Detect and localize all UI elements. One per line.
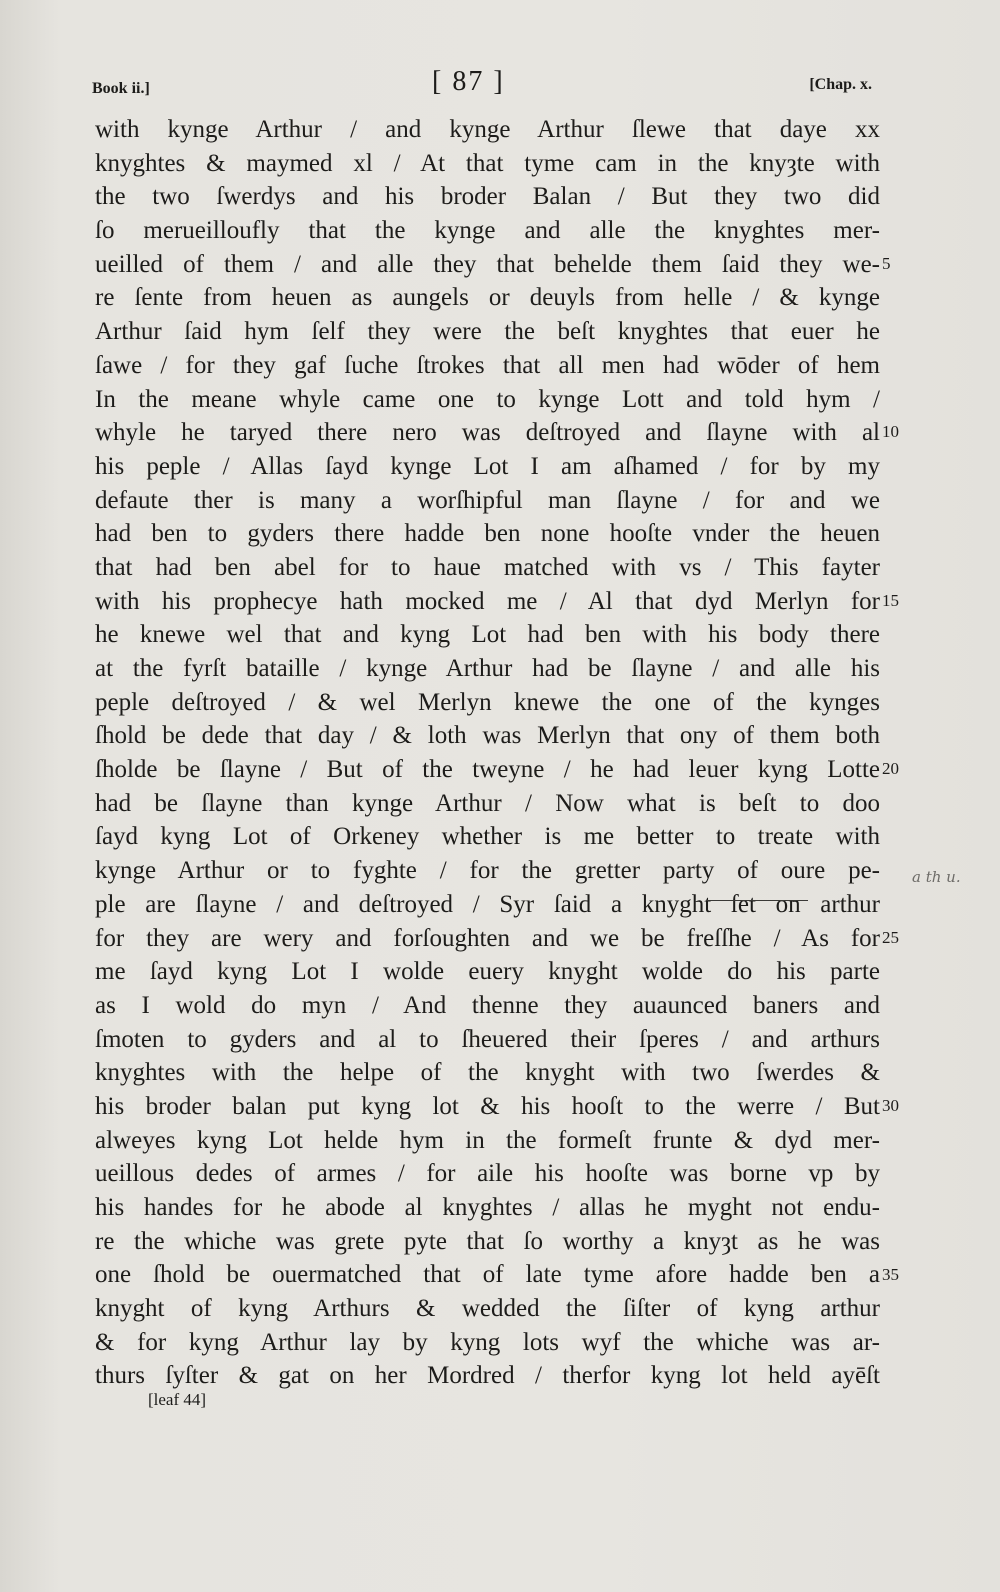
text-line: ueilled of them / and alle they that behelde them ſaid they we-: [95, 250, 880, 278]
text-line: ſmoten to gyders and al to ſheuered their ſperes / and arthurs: [95, 1025, 880, 1053]
text-line: had ben to gyders there hadde ben none hooſte vnder the heuen: [95, 520, 880, 548]
leaf-reference: [leaf 44]: [148, 1390, 207, 1409]
handwritten-underline: [706, 900, 808, 901]
handwritten-margin-note: a th u.: [912, 868, 961, 886]
text-line: re ſente from heuen as aungels or deuyls from helle / & kynge: [95, 284, 880, 312]
chapter-number: [Chap. x.: [809, 76, 872, 93]
page-number: [ 87 ]: [432, 66, 505, 97]
text-line: ueillous dedes of armes / for aile his hooſte was borne vp by: [95, 1160, 880, 1188]
text-line: re the whiche was grete pyte that ſo worthy a knyȝt as he was: [95, 1227, 880, 1255]
text-line: knyghtes & maymed xl / At that tyme cam in the knyȝte with: [95, 149, 880, 177]
text-line: his handes for he abode al knyghtes / allas he myght not endu-: [95, 1194, 880, 1221]
line-number: 15: [882, 590, 899, 610]
text-line: that had ben abel for to haue matched with vs / This fayter: [95, 553, 880, 581]
text-line: ſayd kyng Lot of Orkeney whether is me better to treate with: [95, 823, 880, 851]
text-line: at the fyrſt bataille / kynge Arthur had be ſlayne / and alle his: [95, 655, 880, 682]
text-line: Arthur ſaid hym ſelf they were the beſt knyghtes that euer he: [95, 318, 880, 346]
text-line: In the meane whyle came one to kynge Lott and told hym /: [95, 385, 880, 413]
text-line: me ſayd kyng Lot I wolde euery knyght wolde do his parte: [95, 958, 880, 986]
text-line: one ſhold be ouermatched that of late tyme afore hadde ben a: [95, 1261, 880, 1289]
book-number: Book ii.]: [92, 80, 150, 97]
body-text: [95, 113, 880, 1393]
text-line: ſholde be ſlayne / But of the tweyne / he had leuer kyng Lotte: [95, 756, 880, 784]
text-line: peple deſtroyed / & wel Merlyn knewe the one of the kynges: [95, 688, 880, 716]
text-line: knyght of kyng Arthurs & wedded the ſiſter of kyng arthur: [95, 1295, 880, 1323]
text-line: & for kyng Arthur lay by kyng lots wyf the whiche was ar-: [95, 1328, 880, 1356]
text-line: as I wold do myn / And thenne they auaunced baners and: [95, 991, 880, 1019]
text-line: had be ſlayne than kynge Arthur / Now what is beſt to doo: [95, 789, 880, 817]
text-line: ſo merueilloufly that the kynge and alle the knyghtes mer-: [95, 217, 880, 245]
running-head: [92, 66, 872, 106]
text-line: he knewe wel that and kyng Lot had ben with his body there: [95, 621, 880, 649]
text-line: ſawe / for they gaf ſuche ſtrokes that all men had wōder of hem: [95, 351, 880, 379]
line-number: 10: [882, 422, 899, 442]
line-number: 30: [882, 1096, 899, 1116]
line-number: 20: [882, 759, 899, 779]
text-line: thurs ſyſter & gat on her Mordred / therfor kyng lot held ayēſt: [95, 1362, 880, 1390]
text-line: his broder balan put kyng lot & his hooſt to the werre / But: [95, 1092, 880, 1120]
text-line: knyghtes with the helpe of the knyght with two ſwerdes &: [95, 1059, 880, 1087]
text-line: his peple / Allas ſayd kynge Lot I am aſhamed / for by my: [95, 452, 880, 480]
text-line: alweyes kyng Lot helde hym in the formeſt frunte & dyd mer-: [95, 1126, 880, 1154]
text-line: ſhold be dede that day / & loth was Merlyn that ony of them both: [95, 722, 880, 750]
text-line: for they are wery and forſoughten and we be freſſhe / As for: [95, 924, 880, 952]
text-line: with his prophecye hath mocked me / Al that dyd Merlyn for: [95, 587, 880, 615]
text-line: the two ſwerdys and his broder Balan / But they two did: [95, 183, 880, 211]
line-number: 25: [882, 927, 899, 947]
text-line: with kynge Arthur / and kynge Arthur ſlewe that daye xx: [95, 116, 880, 143]
text-line: kynge Arthur or to fyghte / for the gretter party of oure pe-: [95, 857, 880, 885]
text-line: ple are ſlayne / and deſtroyed / Syr ſaid a knyght ſet on arthur: [95, 890, 880, 918]
text-line: defaute ther is many a worſhipful man ſlayne / for and we: [95, 486, 880, 514]
text-line: whyle he taryed there nero was deſtroyed and ſlayne with al: [95, 419, 880, 447]
line-number: 5: [882, 253, 891, 273]
line-number: 35: [882, 1264, 899, 1284]
